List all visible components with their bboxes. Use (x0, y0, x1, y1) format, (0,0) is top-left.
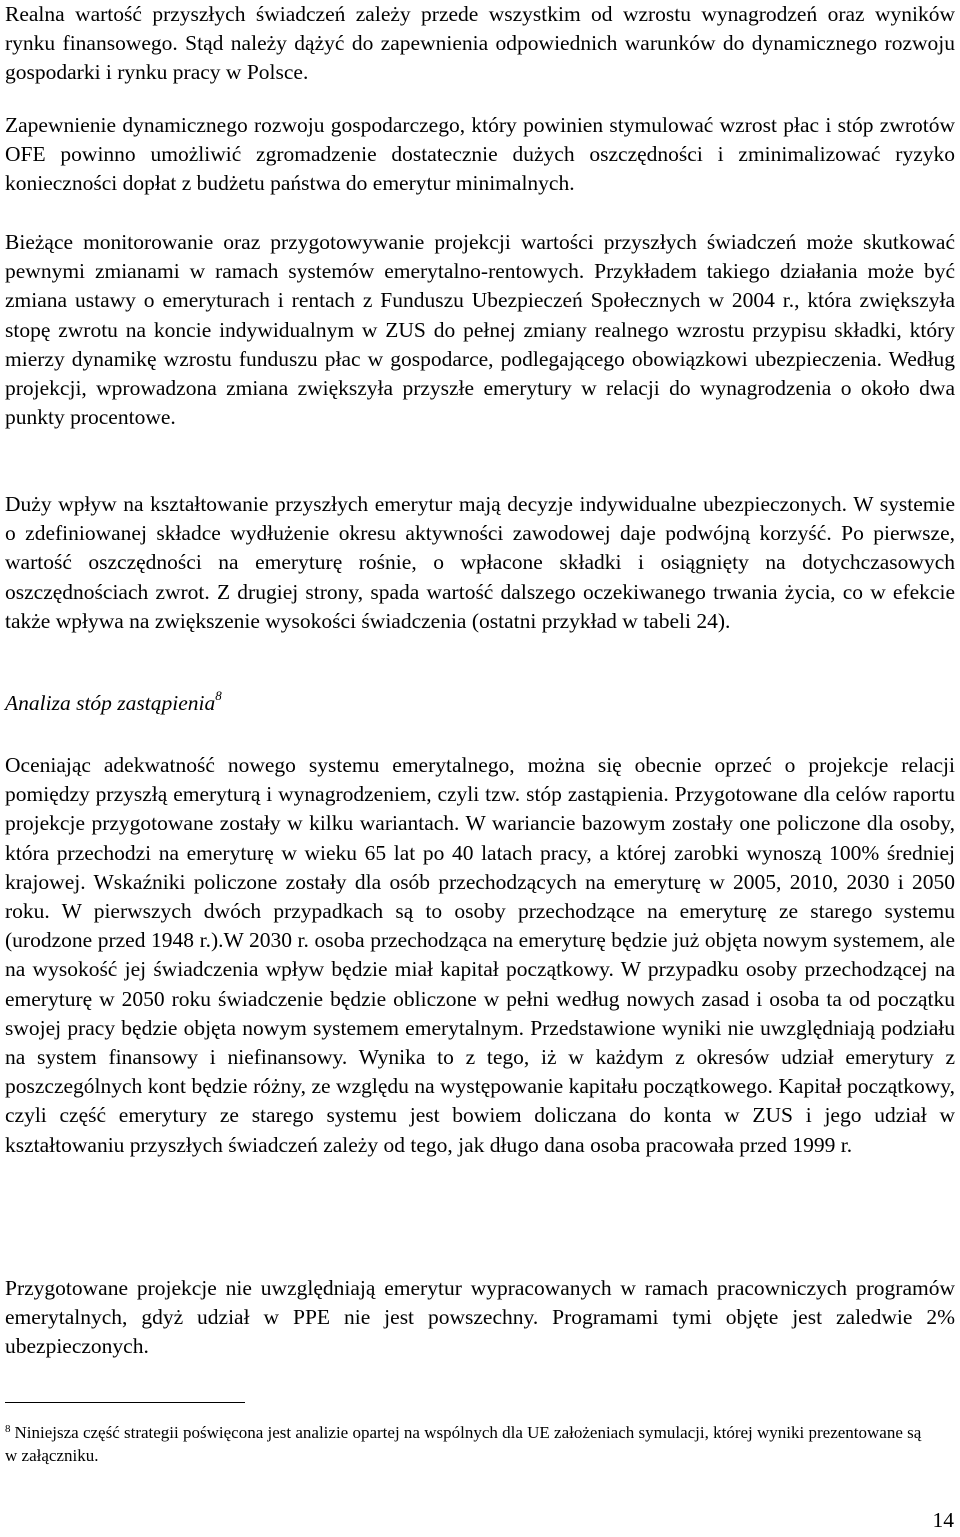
footnote-reference: 8 (215, 688, 222, 703)
section-heading-text: Analiza stóp zastąpienia (5, 691, 216, 715)
paragraph-individual-decisions: Duży wpływ na kształtowanie przyszłych emerytur mają decyzje indywidualne ubezpieczonych. W systemie o zdefiniowanej składce wydłużenie okresu aktywności zawodowej daje podwójną korzyść. Po pierwsze, wartość oszczędności na emeryturę rośnie, o wpłacone składki i osiągnięty na dotychczasowych oszczędnościach zwrot. Z drugiej strony, spada wartość dalszego oczekiwanego trwania życia, co w efekcie także wpływa na zwiększenie wysokości świadczenia (ostatni przykład w tabeli 24). (5, 492, 955, 633)
footnote (5, 1421, 935, 1467)
paragraph-monitoring: Bieżące monitorowanie oraz przygotowywanie projekcji wartości przyszłych świadczeń może skutkować pewnymi zmianami w ramach systemów emerytalno-rentowych. Przykładem takiego działania może być zmiana ustawy o emeryturach i rentach z Funduszu Ubezpieczeń Społecznych w 2004 r., która zwiększyła stopę zwrotu na koncie indywidualnym w ZUS do pełnej zmiany realnego wzrostu przypisu składki, który mierzy dynamikę wzrostu funduszu płac w gospodarce, podlegającego obowiązkowi ubezpieczenia. Według projekcji, wprowadzona zmiana zwiększyła przyszłe emerytury w relacji do wynagrodzenia o około dwa punkty procentowe. (5, 230, 955, 430)
footnote-marker: 8 (5, 1423, 11, 1435)
footnote-divider (5, 1402, 245, 1403)
section-heading (5, 689, 222, 718)
paragraph-economic-growth: Zapewnienie dynamicznego rozwoju gospodarczego, który powinien stymulować wzrost płac i stóp zwrotów OFE powinno umożliwić zgromadzenie dostatecznie dużych oszczędności i zminimalizować ryzyko konieczności dopłat z budżetu państwa do emerytur minimalnych. (5, 113, 955, 196)
page-number: 14 (932, 1508, 954, 1532)
paragraph-replacement-rates: Oceniając adekwatność nowego systemu emerytalnego, można się obecnie oprzeć o projekcje relacji pomiędzy przyszłą emeryturą i wynagrodzeniem, czyli tzw. stóp zastąpienia. Przygotowane dla celów raportu projekcje przygotowane zostały w kilku wariantach. W wariancie bazowym zostały one policzone dla osoby, która przechodzi na emeryturę w wieku 65 lat po 40 latach pracy, a której zarobki wynoszą 100% średniej krajowej. Wskaźniki policzone zostały dla osób przechodzących na emeryturę w 2005, 2010, 2030 i 2050 roku. W pierwszych dwóch przypadkach są to osoby przechodzące na emeryturę ze starego systemu (urodzone przed 1948 r.).W 2030 r. osoba przechodząca na emeryturę będzie już objęta nowym systemem, ale na wysokość jej świadczenia wpływ będzie miał kapitał początkowy. W przypadku osoby przechodzącej na emeryturę w 2050 roku świadczenie będzie obliczone w pełni według nowych zasad i osoba ta od początku swojej pracy będzie objęta nowym systemem emerytalnym. Przedstawione wyniki nie uwzględniają podziału na system finansowy i niefinansowy. Wynika to z tego, iż w każdym z okresów udział emerytury z poszczególnych kont będzie różny, ze względu na występowanie kapitału początkowego. Kapitał początkowy, czyli część emerytury ze starego systemu jest bowiem doliczana do konta w ZUS i jego udział w kształtowaniu przyszłych świadczeń zależy od tego, jak długo dana osoba pracowała przed 1999 r. (5, 753, 955, 1157)
paragraph-real-value: Realna wartość przyszłych świadczeń zależy przede wszystkim od wzrostu wynagrodzeń oraz wyników rynku finansowego. Stąd należy dążyć do zapewnienia odpowiednich warunków do dynamicznego rozwoju gospodarki i rynku pracy w Polsce. (5, 2, 955, 85)
footnote-text: Niniejsza część strategii poświęcona jest analizie opartej na wspólnych dla UE założeniach symulacji, której wyniki prezentowane są w załączniku. (5, 1423, 922, 1465)
paragraph-ppe: Przygotowane projekcje nie uwzględniają emerytur wypracowanych w ramach pracowniczych programów emerytalnych, gdyż udział w PPE nie jest powszechny. Programami tymi objęte jest zaledwie 2% ubezpieczonych. (5, 1276, 955, 1359)
